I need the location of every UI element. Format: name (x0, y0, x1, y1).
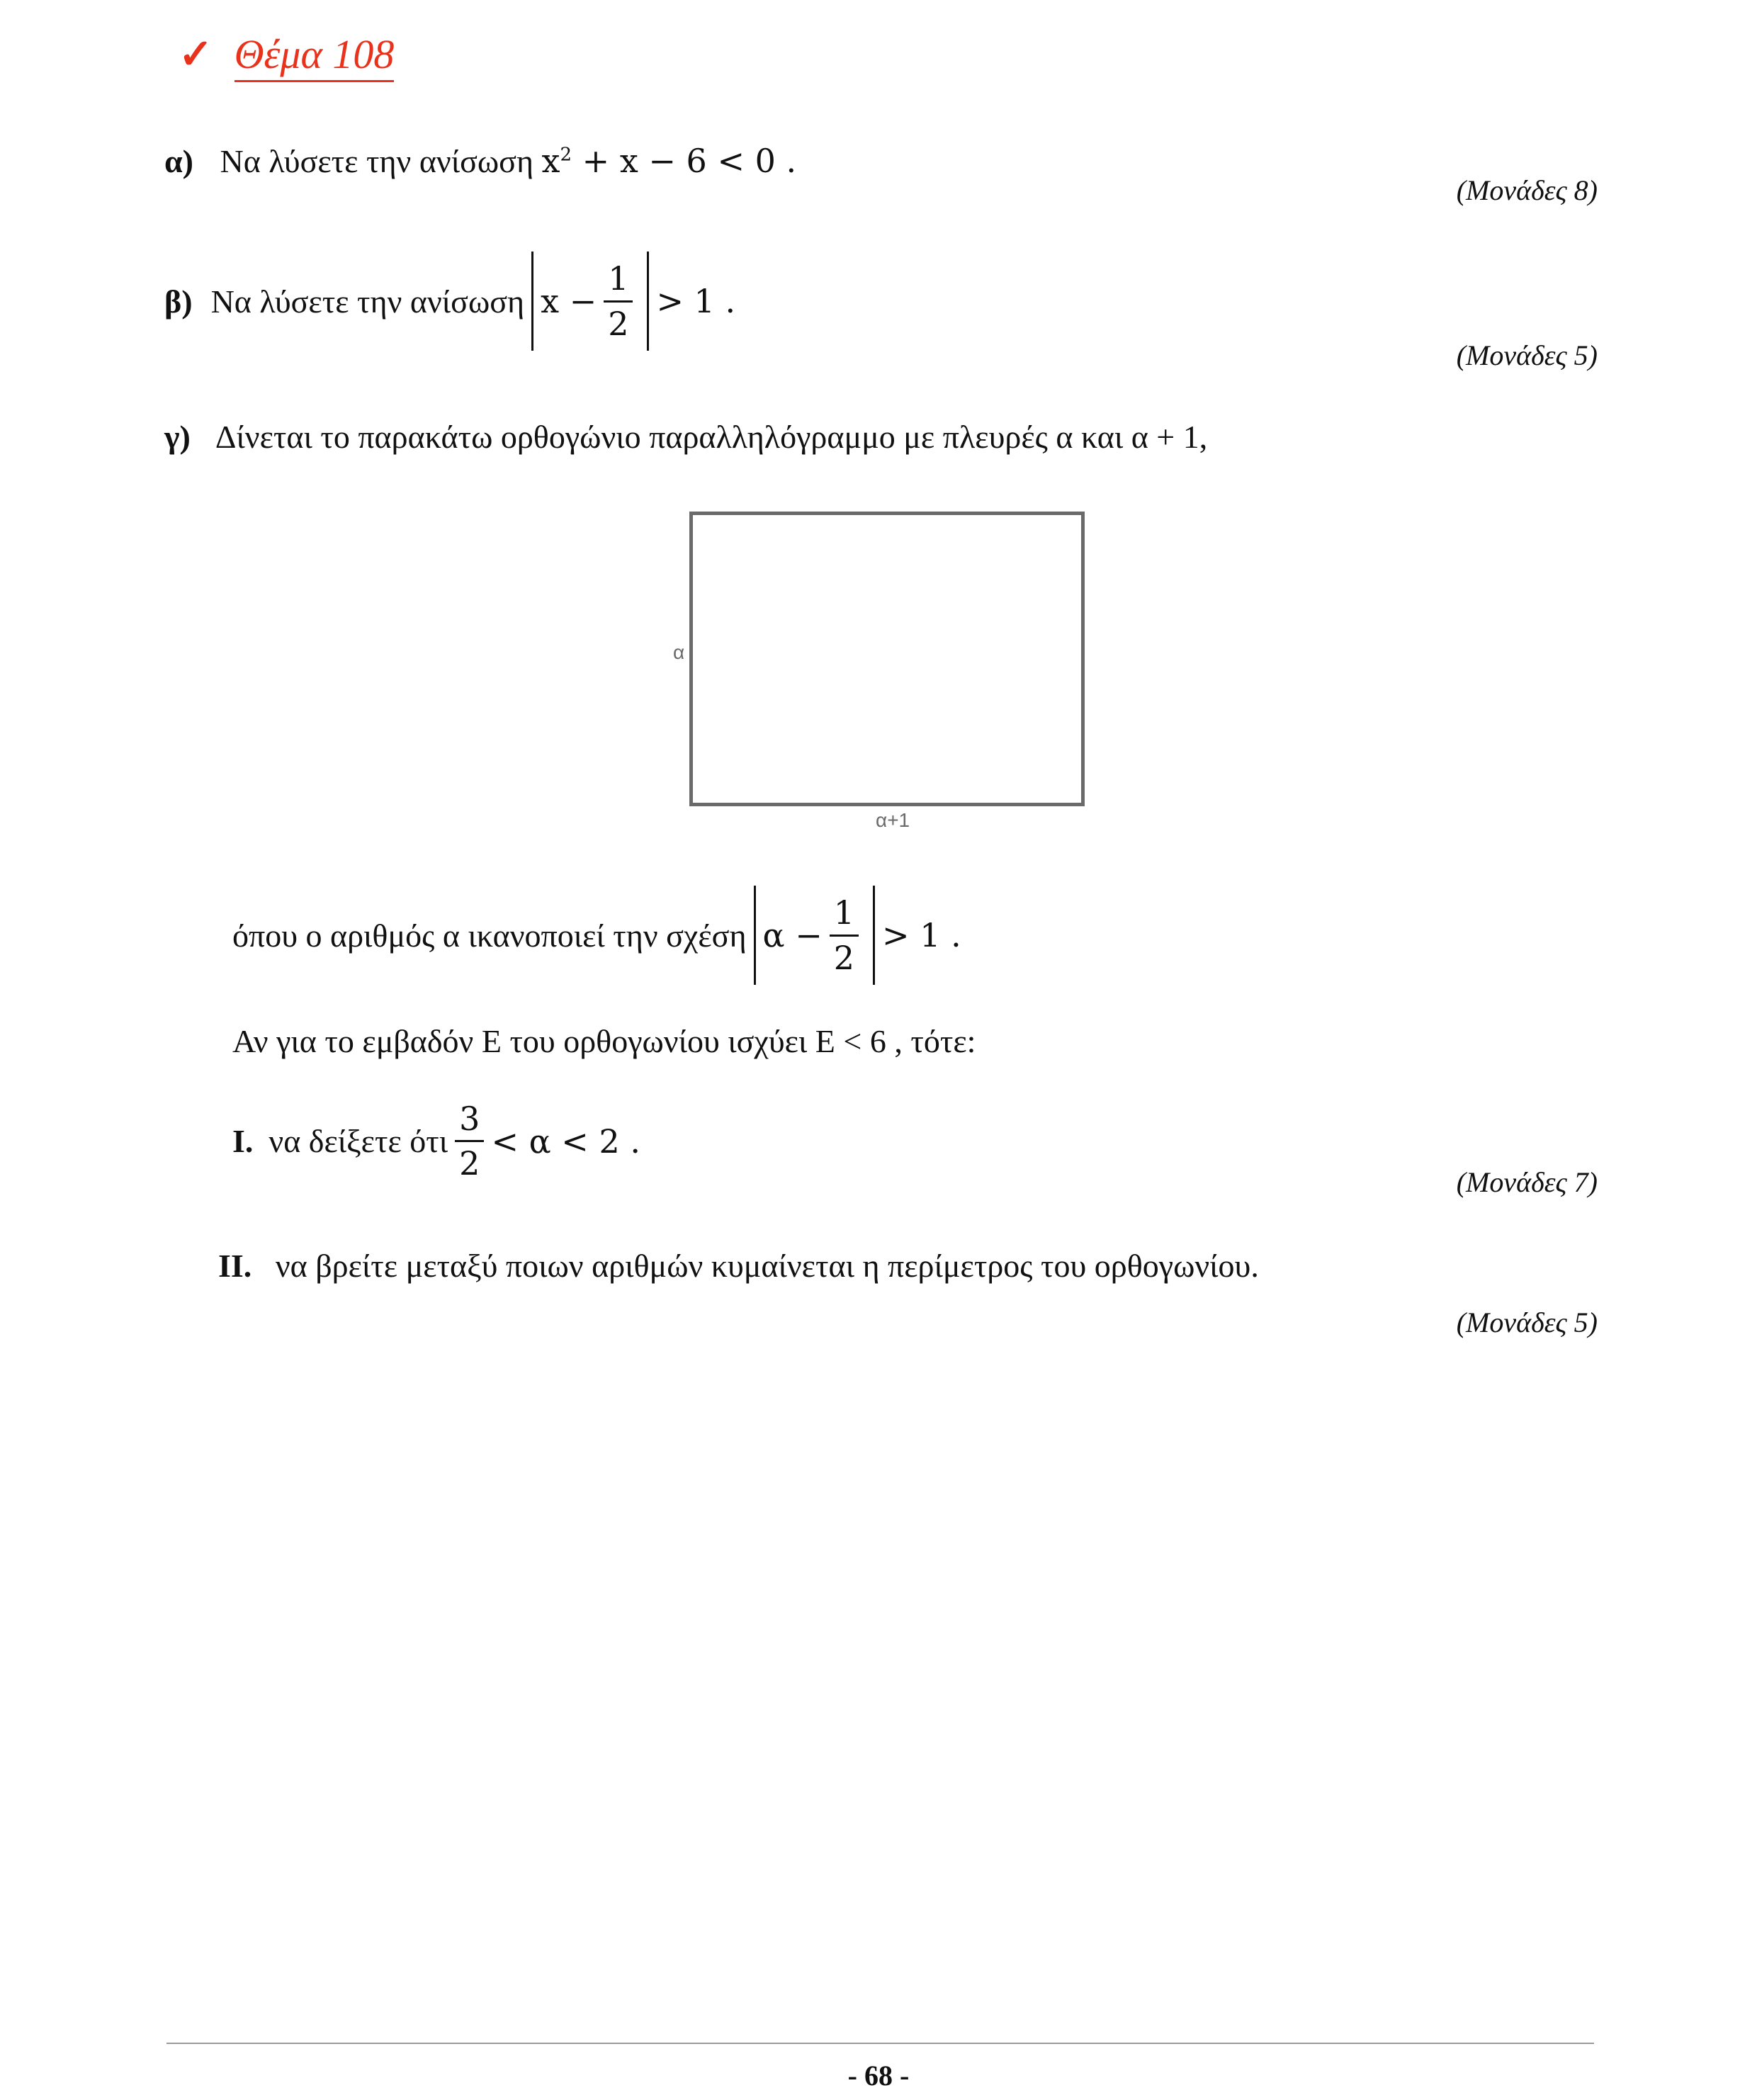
fraction (830, 893, 859, 977)
question-b-label: β) (164, 283, 193, 320)
fraction-numerator: 1 (830, 896, 859, 936)
question-a (164, 142, 796, 180)
abs-bar-left (754, 886, 756, 985)
figure-bottom-label: α+1 (876, 809, 910, 831)
area-statement: Αν για το εμβαδόν Ε του ορθογωνίου ισχύει Ε < 6 , τότε: (232, 1023, 976, 1059)
abs-variable: x − (541, 282, 597, 320)
question-a-marks: (Μονάδες 8) (1456, 174, 1598, 206)
sub-question-i-marks: (Μονάδες 7) (1456, 1166, 1598, 1198)
fraction (604, 261, 633, 341)
question-b (164, 252, 735, 351)
fraction-denominator: 2 (608, 304, 629, 343)
question-b-marks: (Μονάδες 5) (1456, 339, 1598, 371)
condition-line (232, 886, 961, 985)
math-rest: > 1 . (656, 282, 736, 320)
math-base: x (541, 142, 560, 180)
fraction-numerator: 1 (604, 261, 633, 302)
fraction-numerator: 3 (455, 1102, 484, 1142)
sub-question-i-label: Ι. (232, 1123, 254, 1160)
condition-text: όπου ο αριθμός α ικανοποιεί την σχέση (232, 917, 747, 954)
fraction-denominator: 2 (459, 1144, 480, 1183)
figure-side-label: α (673, 641, 685, 663)
abs-bar-right (873, 886, 875, 985)
math-rest: > 1 . (882, 916, 961, 954)
abs-bar-left (531, 252, 533, 351)
sub-question-ii-marks: (Μονάδες 5) (1456, 1306, 1598, 1338)
sub-question-ii-label: ΙΙ. (218, 1248, 252, 1284)
sub-question-i (232, 1102, 640, 1181)
question-c-text: Δίνεται το παρακάτω ορθογώνιο παραλληλόγραμμο με πλευρές α και α + 1, (215, 419, 1208, 455)
question-b-text: Να λύσετε την ανίσωση (210, 283, 525, 320)
question-a-label: α) (164, 143, 193, 179)
question-c-label: γ) (164, 419, 191, 455)
footer-divider (166, 2043, 1594, 2044)
checkmark-icon: ✓ (179, 31, 213, 77)
question-a-math (542, 142, 797, 180)
rectangle-figure (689, 512, 1085, 806)
fraction (455, 1102, 484, 1181)
topic-title-text: Θέμα 108 (235, 31, 395, 82)
sub-question-i-text: να δείξετε ότι (269, 1123, 448, 1160)
fraction-denominator: 2 (833, 938, 855, 977)
page-number: - 68 - (847, 2060, 910, 2091)
math-rest: < α < 2 . (491, 1122, 640, 1161)
sub-question-ii (218, 1247, 1259, 1285)
abs-variable: α − (762, 916, 823, 954)
math-exponent: 2 (560, 144, 572, 166)
question-a-text: Να λύσετε την ανίσωση (220, 143, 534, 179)
question-c (164, 418, 1207, 456)
abs-bar-right (647, 252, 649, 351)
topic-title (179, 30, 394, 78)
sub-question-ii-text: να βρείτε μεταξύ ποιων αριθμών κυμαίνεται η περίμετρος του ορθογωνίου. (275, 1248, 1259, 1284)
math-rest: + x − 6 < 0 . (582, 142, 797, 180)
